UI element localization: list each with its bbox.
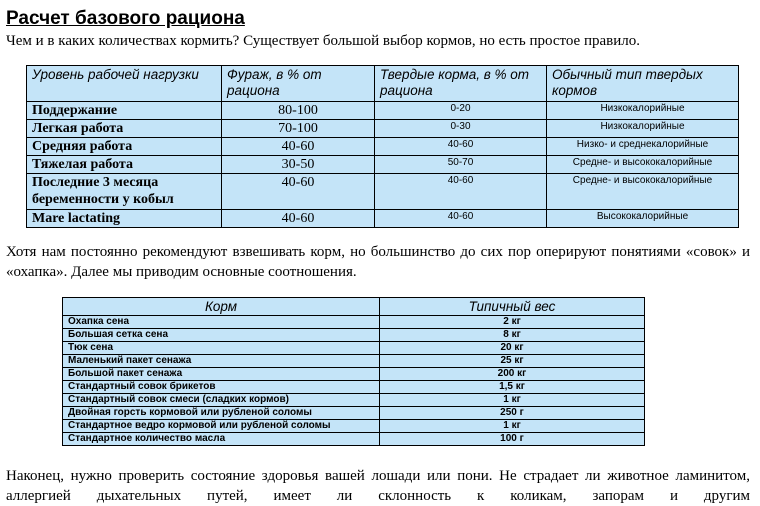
page-title: Расчет базового рациона xyxy=(6,8,245,29)
bottom-paragraph: Наконец, нужно проверить состояние здоровья вашей лошади или пони. Не страдает ли животное ламинитом, аллергией дыхательных путей, имеет ли склонность к коликам, запорам и другим xyxy=(6,468,750,504)
ration-table-header xyxy=(27,66,739,102)
feed-cell: Стандартное количество масла xyxy=(63,433,380,446)
weight-cell: 1,5 кг xyxy=(380,381,645,394)
level-cell: Средняя работа xyxy=(27,138,222,156)
header-forage: Фураж, в % от рациона xyxy=(222,66,375,102)
hard-feed-cell: 50-70 xyxy=(375,156,547,174)
feed-cell: Охапка сена xyxy=(63,316,380,329)
table-row xyxy=(27,210,739,228)
level-cell: Поддержание xyxy=(27,102,222,120)
weight-table xyxy=(62,297,645,446)
feed-cell: Стандартный совок брикетов xyxy=(63,381,380,394)
table-row xyxy=(63,394,645,407)
header-weight: Типичный вес xyxy=(380,298,645,316)
level-cell: Последние 3 месяца беременности у кобыл xyxy=(27,174,222,210)
forage-cell: 40-60 xyxy=(222,174,375,210)
weight-cell: 25 кг xyxy=(380,355,645,368)
weight-cell: 2 кг xyxy=(380,316,645,329)
type-cell: Низкокалорийные xyxy=(547,102,739,120)
weight-table-header xyxy=(63,298,645,316)
type-cell: Низко- и среднекалорийные xyxy=(547,138,739,156)
table-row xyxy=(63,342,645,355)
level-cell: Тяжелая работа xyxy=(27,156,222,174)
type-cell: Высококалорийные xyxy=(547,210,739,228)
weight-cell: 1 кг xyxy=(380,394,645,407)
weight-cell: 20 кг xyxy=(380,342,645,355)
table-row xyxy=(27,102,739,120)
forage-cell: 70-100 xyxy=(222,120,375,138)
feed-cell: Стандартное ведро кормовой или рубленой соломы xyxy=(63,420,380,433)
weight-cell: 200 кг xyxy=(380,368,645,381)
hard-feed-cell: 40-60 xyxy=(375,138,547,156)
ration-table xyxy=(26,65,739,228)
header-feed: Корм xyxy=(63,298,380,316)
table-row xyxy=(27,156,739,174)
hard-feed-cell: 40-60 xyxy=(375,174,547,210)
hard-feed-cell: 0-30 xyxy=(375,120,547,138)
table-row xyxy=(63,433,645,446)
type-cell: Низкокалорийные xyxy=(547,120,739,138)
table-row xyxy=(63,316,645,329)
weight-cell: 8 кг xyxy=(380,329,645,342)
forage-cell: 40-60 xyxy=(222,138,375,156)
table-row xyxy=(63,407,645,420)
forage-cell: 80-100 xyxy=(222,102,375,120)
header-hard-feed: Твердые корма, в % от рациона xyxy=(375,66,547,102)
table-row xyxy=(63,355,645,368)
header-type: Обычный тип твердых кормов xyxy=(547,66,739,102)
middle-paragraph: Хотя нам постоянно рекомендуют взвешивать корм, но большинство до сих пор оперируют понятиями «совок» и «охапка». Далее мы приводим основные соотношения. xyxy=(6,244,750,280)
intro-paragraph: Чем и в каких количествах кормить? Существует большой выбор кормов, но есть простое правило. xyxy=(6,33,640,49)
forage-cell: 40-60 xyxy=(222,210,375,228)
level-cell: Легкая работа xyxy=(27,120,222,138)
table-row xyxy=(63,381,645,394)
feed-cell: Тюк сена xyxy=(63,342,380,355)
type-cell: Средне- и высококалорийные xyxy=(547,174,739,210)
feed-cell: Большой пакет сенажа xyxy=(63,368,380,381)
table-row xyxy=(63,368,645,381)
level-cell: Mare lactating xyxy=(27,210,222,228)
feed-cell: Двойная горсть кормовой или рубленой соломы xyxy=(63,407,380,420)
table-row xyxy=(27,174,739,210)
table-row xyxy=(27,138,739,156)
table-row xyxy=(27,120,739,138)
table-row xyxy=(63,329,645,342)
hard-feed-cell: 40-60 xyxy=(375,210,547,228)
forage-cell: 30-50 xyxy=(222,156,375,174)
type-cell: Средне- и высококалорийные xyxy=(547,156,739,174)
table-row xyxy=(63,420,645,433)
weight-cell: 1 кг xyxy=(380,420,645,433)
weight-cell: 100 г xyxy=(380,433,645,446)
feed-cell: Большая сетка сена xyxy=(63,329,380,342)
feed-cell: Маленький пакет сенажа xyxy=(63,355,380,368)
weight-cell: 250 г xyxy=(380,407,645,420)
header-level: Уровень рабочей нагрузки xyxy=(27,66,222,102)
hard-feed-cell: 0-20 xyxy=(375,102,547,120)
feed-cell: Стандартный совок смеси (сладких кормов) xyxy=(63,394,380,407)
